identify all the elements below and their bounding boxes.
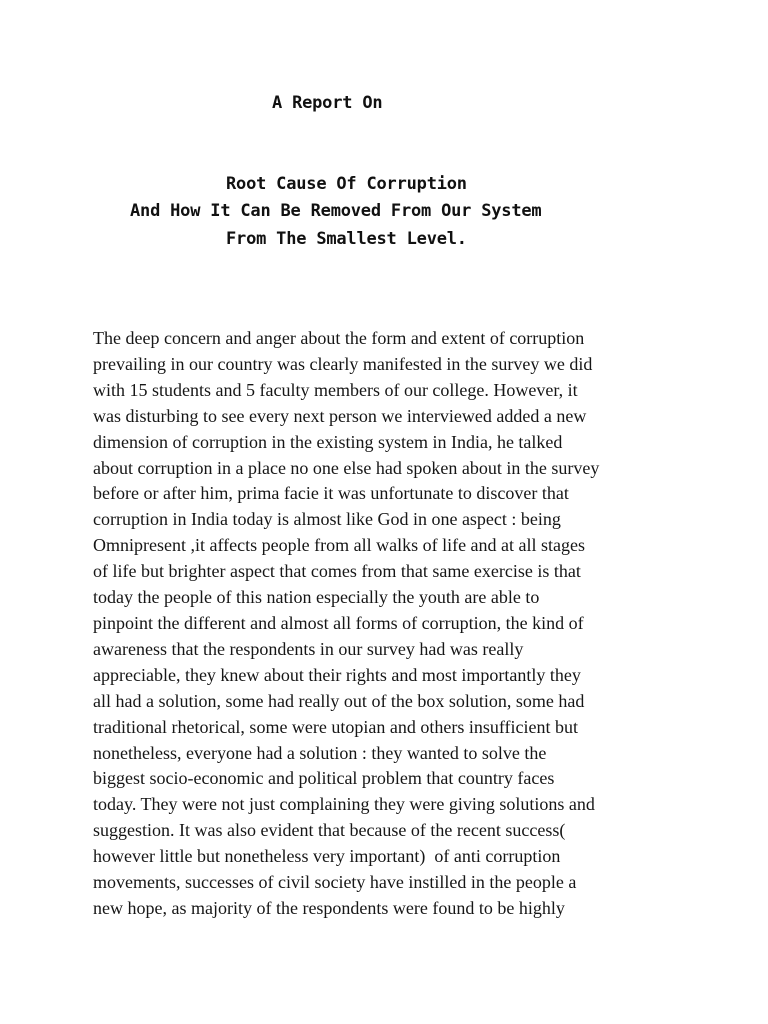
body-line: awareness that the respondents in our survey had was really [93,638,524,659]
body-line: with 15 students and 5 faculty members of our college. However, it [93,379,578,400]
body-line: Omnipresent ,it affects people from all walks of life and at all stages [93,535,586,556]
body-line: was disturbing to see every next person we interviewed added a new [93,405,587,426]
body-line: prevailing in our country was clearly manifested in the survey we did [93,353,593,374]
body-line: dimension of corruption in the existing system in India, he talked [93,431,563,452]
report-label: A Report On [272,93,383,113]
body-paragraph [93,326,693,922]
title-line-1: Root Cause Of Corruption [226,174,467,194]
title-line-2: And How It Can Be Removed From Our System [130,201,542,221]
body-line: pinpoint the different and almost all forms of corruption, the kind of [93,612,584,633]
body-line: of life but brighter aspect that comes from that same exercise is that [93,561,581,582]
body-line: however little but nonetheless very important) of anti corruption [93,846,561,867]
body-line: traditional rhetorical, some were utopian and others insufficient but [93,716,579,737]
body-line: appreciable, they knew about their rights and most importantly they [93,664,581,685]
title-line-3: From The Smallest Level. [226,229,467,249]
body-line: today. They were not just complaining they were giving solutions and [93,794,595,815]
body-line: corruption in India today is almost like God in one aspect : being [93,509,561,530]
body-line: The deep concern and anger about the form and extent of corruption [93,328,585,348]
body-line: nonetheless, everyone had a solution : they wanted to solve the [93,742,547,763]
body-line: about corruption in a place no one else had spoken about in the survey [93,457,600,478]
body-line: suggestion. It was also evident that because of the recent success( [93,820,566,841]
body-line: today the people of this nation especially the youth are able to [93,587,540,608]
body-line: biggest socio-economic and political problem that country faces [93,768,555,789]
body-line: all had a solution, some had really out of the box solution, some had [93,690,585,711]
body-line: before or after him, prima facie it was unfortunate to discover that [93,483,569,504]
body-line: new hope, as majority of the respondents were found to be highly [93,897,565,918]
body-line: movements, successes of civil society have instilled in the people a [93,872,577,893]
